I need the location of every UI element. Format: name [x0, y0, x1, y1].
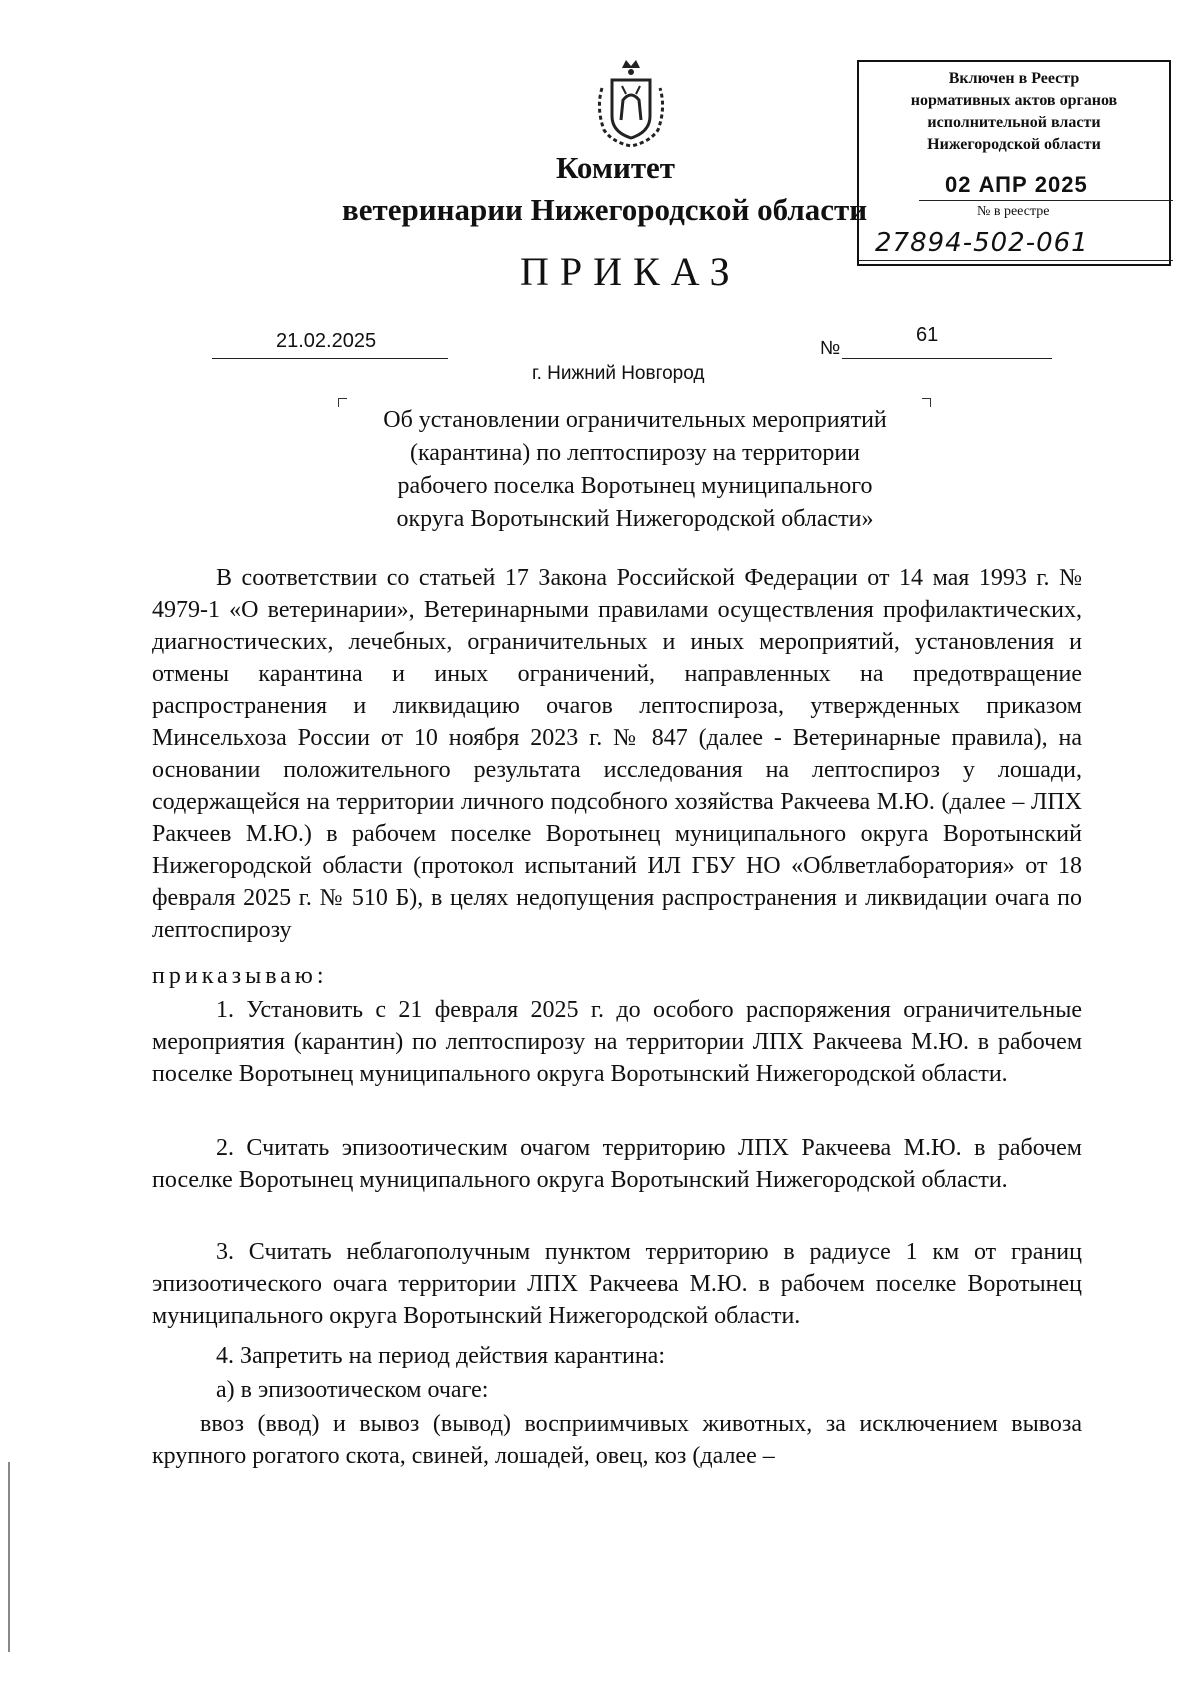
stamp-line: Нижегородской области [927, 136, 1101, 153]
stamp-divider [859, 260, 1173, 261]
stamp-divider [919, 200, 1173, 201]
preamble-paragraph: В соответствии со статьей 17 Закона Российской Федерации от 14 мая 1993 г. № 4979-1 «О ветеринарии», Ветеринарными правилами осуществления профилактических, диагностических, лечебных, ограничительных и иных мероприятий, установления и отмены карантина и иных ограничений, направленных на предотвращение распространения и ликвидацию очагов лептоспироза, утвержденных приказом Минсельхоза России от 10 ноября 2023 г. № 847 (далее - Ветеринарные правила), на основании положительного результата исследования на лептоспироз у лошади, содержащейся на территории личного подсобного хозяйства Ракчеева М.Ю. (далее – ЛПХ Ракчеев М.Ю.) в рабочем поселке Воротынец муниципального округа Воротынский Нижегородской области (протокол испытаний ИЛ ГБУ НО «Облветлаборатория» от 18 февраля 2025 г. № 510 Б), в целях недопущения распространения и ликвидации очага по лептоспирозу [152, 565, 1082, 943]
stamp-registry-label: № в реестре [977, 204, 1050, 219]
number-sign: № [820, 338, 841, 359]
order-title-line: рабочего поселка Воротынец муниципального [397, 473, 873, 499]
order-item: 2. Считать эпизоотическим очагом территорию ЛПХ Ракчеева М.Ю. в рабочем поселке Воротынец муниципального округа Воротынский Нижегородской области. [152, 1135, 1082, 1193]
stamp-line: исполнительной власти [927, 114, 1101, 131]
scan-margin-mark [8, 1462, 10, 1652]
order-title [330, 404, 940, 536]
order-title-line: округа Воротынский Нижегородской области» [396, 506, 874, 532]
stamp-registry-number: 27894-502-061 [875, 228, 1089, 258]
issue-city: г. Нижний Новгород [532, 363, 705, 384]
committee-name-line1: Комитет [556, 150, 676, 185]
order-title-line: Об установлении ограничительных мероприятий [383, 407, 887, 433]
stamp-date: 02 АПР 2025 [945, 172, 1088, 197]
number-underline [842, 358, 1052, 359]
order-item: 4. Запретить на период действия карантина: [216, 1343, 665, 1369]
order-word: приказываю: [152, 963, 328, 989]
order-title-line: (карантина) по лептоспирозу на территории [410, 440, 860, 466]
order-item: а) в эпизоотическом очаге: [216, 1377, 489, 1403]
order-item: 3. Считать неблагополучным пунктом территорию в радиусе 1 км от границ эпизоотического очага территории ЛПХ Ракчеева М.Ю. в рабочем поселке Воротынец муниципального округа Воротынский Нижегородской области. [152, 1239, 1082, 1329]
order-item: ввоз (ввод) и вывоз (вывод) восприимчивых животных, за исключением вывоза крупного рогатого скота, свиней, лошадей, овец, коз (далее – [152, 1411, 1082, 1469]
stamp-line: Включен в Реестр [948, 70, 1080, 87]
order-item: 1. Установить с 21 февраля 2025 г. до особого распоряжения ограничительные мероприятия (карантин) по лептоспирозу на территории ЛПХ Ракчеева М.Ю. в рабочем поселке Воротынец муниципального округа Воротынский Нижегородской области. [152, 997, 1082, 1087]
coat-of-arms-icon [592, 58, 670, 148]
document-number: 61 [916, 324, 939, 346]
document-type-title: ПРИКАЗ [520, 249, 741, 294]
coat-of-arms-emblem [592, 58, 670, 148]
stamp-line: нормативных актов органов [910, 92, 1118, 109]
date-underline [212, 358, 448, 359]
document-date: 21.02.2025 [276, 330, 377, 352]
committee-name-line2: ветеринарии Нижегородской области [342, 192, 868, 227]
registry-stamp [857, 60, 1171, 266]
